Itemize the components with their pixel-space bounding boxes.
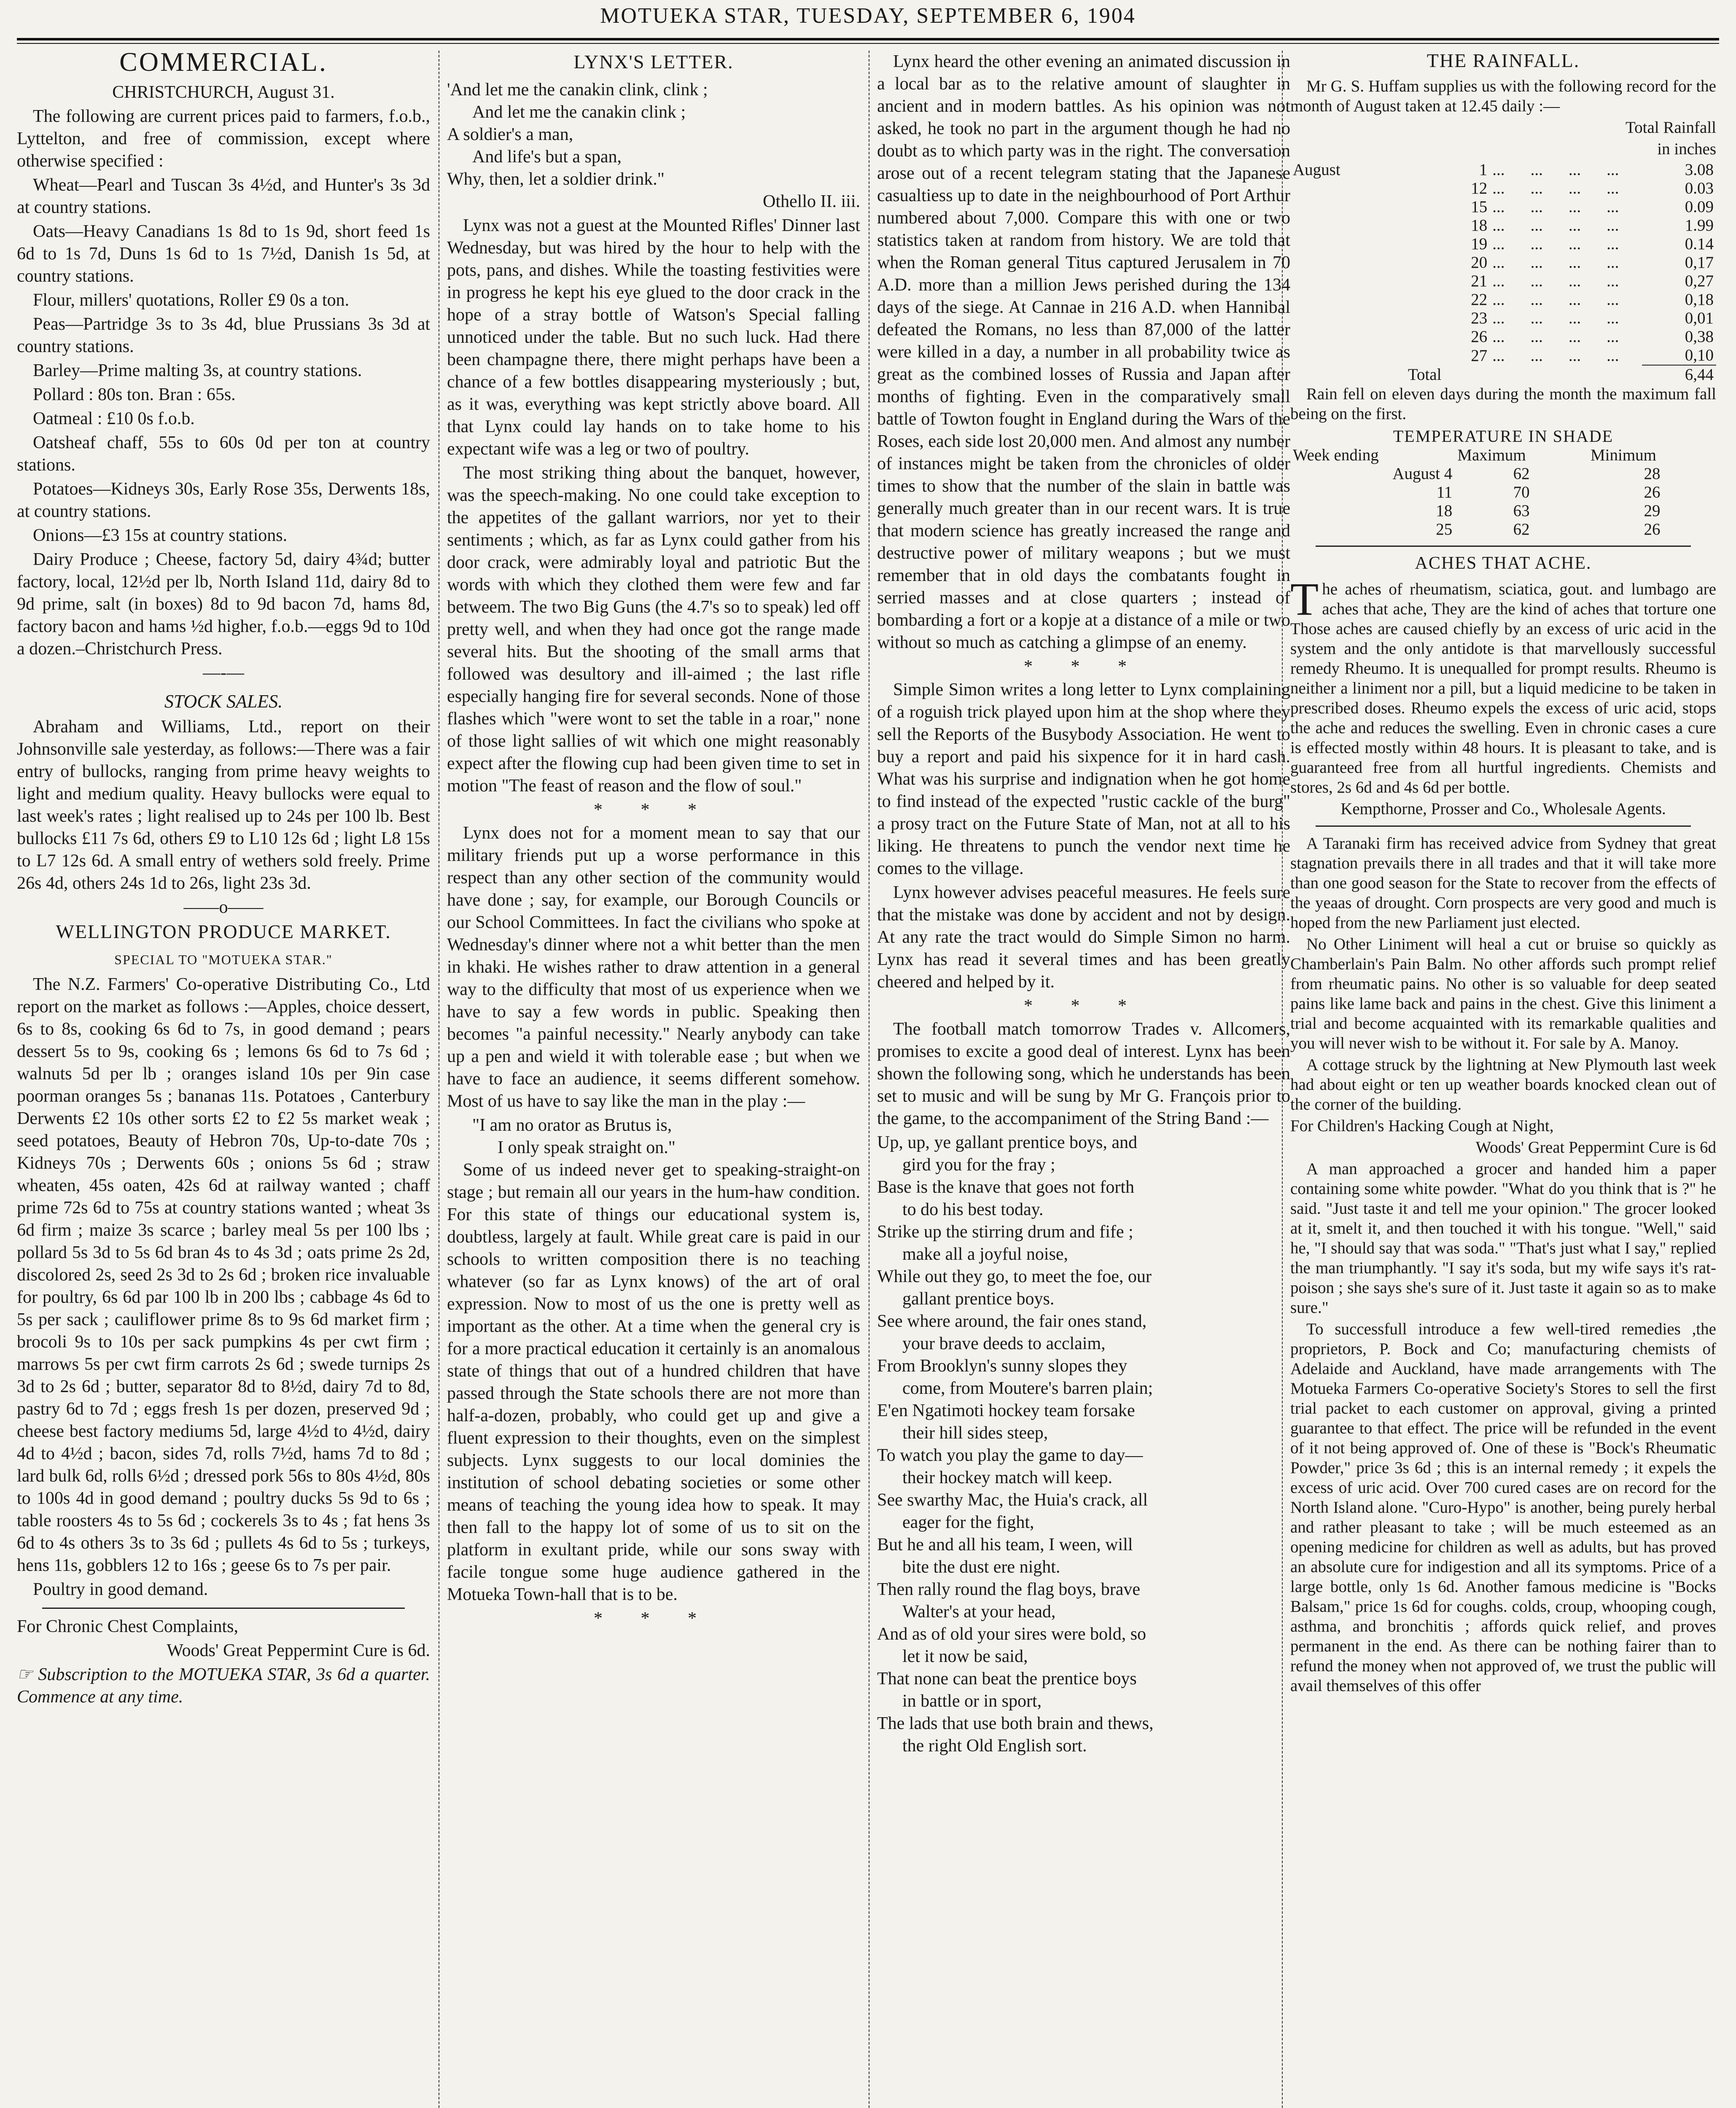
paragraph: Poultry in good demand. bbox=[33, 1580, 208, 1599]
rainfall-table bbox=[1290, 161, 1716, 384]
paragraph: Lynx was not a guest at the Mounted Rifles' Dinner last Wednesday, but was hired by the hour to help with the pots, pans, and dishes. While the toasting festivities were in progress he kept his eye glued to the door crack in the hope of a stray bottle of Watson's Special falling unnoticed under the table. But no such luck. Had there been champagne there, there might perhaps have been a chance of a few bottles disappearing mysteriously ; but, as it was, everything was kept strictly above board. All that Lynx could lay hands on to take home to his expectant wife was a leg or two of poultry. bbox=[447, 216, 860, 459]
aches-signature: Kempthorne, Prosser and Co., Wholesale Agents. bbox=[1340, 800, 1666, 818]
aches-text: he aches of rheumatism, sciatica, gout. and lumbago are aches that ache, They are the kind of aches that torture one Those aches are caused chiefly by an excess of uric acid in the system and the only antidote is that marvellously successful remedy Rheumo. It is unequalled for prompt results. Rheumo is neither a liniment nor a pill, but a liquid medicine to be taken in prescribed doses. Rheumo expels the excess of uric acid, stops the ache and reduces the swelling. Even in chronic cases a cure is effected mostly within 48 hours. It is pleasant to take, and is guaranteed free from all hurtful ingredients. Chemists and stores, 2s 6d and 4s 6d per bottle. bbox=[1290, 580, 1716, 796]
temperature-row: August 4 62 28 bbox=[1392, 465, 1661, 483]
paragraph: Barley—Prime malting 3s, at country stations. bbox=[33, 361, 362, 380]
paragraph: Some of us indeed never get to speaking-straight-on stage ; but remain all our years in the hum-haw condition. For this state of things our educational system is, doubtless, largely at fault. While great care is paid in our schools to written composition there is no teaching whatever (so far as Lynx knows) of the art of oral expression. Now to most of us the one is pretty well as important as the other. At a time when the general cry is for a more practical education it certainly is an anomalous state of things that out of a hundred children that have passed through the State schools there are not more than half-a-dozen, probably, who could get up and give a fluent expression to their thoughts, even on the simplest subjects. Lynx suggests to our local dominies the institution of school debating societies or some other means of teaching the young idea how to speak. It may then fall to the happy lot of some of us to sit on the platform in exultant pride, while our sons sway with facile tongue some huge audience gathered in the Motueka Town-hall that is to be. bbox=[447, 1160, 860, 1604]
section-stars: * * * bbox=[594, 1609, 713, 1628]
rainfall-row: August 1 ... ... ... ... 3.08 bbox=[1293, 161, 1714, 179]
aches-advert bbox=[1290, 573, 1716, 797]
paragraph: Lynx however advises peaceful measures. He feels sure that the mistake was done by accident and not by design. At any rate the tract would do Simple Simon no harm. Lynx has read it several times and has been greatly cheered and helped by it. bbox=[877, 883, 1290, 992]
temperature-row: 11 70 26 bbox=[1436, 483, 1661, 501]
song-line: your brave deeds to acclaim, bbox=[902, 1334, 1106, 1353]
dateline: CHRISTCHURCH, August 31. bbox=[112, 83, 335, 102]
song-line: While out they go, to meet the foe, our bbox=[877, 1267, 1152, 1286]
subscription-notice: ☞ Subscription to the MOTUEKA STAR, 3s 6d a quarter. Commence at any time. bbox=[17, 1665, 430, 1707]
song-line: bite the dust ere night. bbox=[902, 1557, 1060, 1577]
news-item: To successfull introduce a few well-tired remedies ,the proprietors, P. Bock and Co; manufacturing chemists of Adelaide and Auckland, have made arrangements with The Motueka Farmers Co-operative Society's Stores to sell the first trial packet to each customer on approval, giving a printed guarantee to that effect. The price will be refunded in the event of it not being approved of. One of these is "Bock's Rheumatic Powder," price 3s 6d ; this is an internal remedy ; it expels the excess of uric acid. Over 700 cured cases are on record for the North Island alone. "Curo-Hypo" is another, being purely herbal and rather pleasant to take ; will be much esteemed as an opening medicine for children as well as adults, but has proved an absolute cure for indigestion and all its symptoms. Price of a large bottle, only 1s 6d. Another famous medicine is "Bocks Balsam," price 1s 6d for coughs. colds, croup, whooping cough, asthma, and bronchitis ; affords quick relief, and proves permanent in the end. As there can be nothing fairer than to refund the money when not approved of, we trust the public will avail themselves of this offer bbox=[1290, 1320, 1716, 1695]
section-title-commercial: COMMERCIAL. bbox=[119, 51, 328, 77]
section-stars: * * * bbox=[1024, 657, 1144, 676]
temperature-row: 18 63 29 bbox=[1436, 502, 1661, 520]
advert-hacking-cough: For Children's Hacking Cough at Night, bbox=[1290, 1117, 1554, 1135]
paragraph: Lynx heard the other evening an animated discussion in a local bar as to the relative amount of slaughter in ancient and in modern battles. As his opinion was not asked, he took no part in the argument though he had no doubt as to which party was in the right. The conversation arose out of a recent telegram stating that the Japanese casualtiess up to date in the neighbourhood of Port Arthur numbered about 7,000. Compare this with one or two statistics taken at random from history. We are told that when the Roman general Titus captured Jerusalem in 70 A.D. more than a million Jews perished during the 134 days of the siege. At Cannae in 216 A.D. when Hannibal defeated the Romans, no less than 87,000 of the latter were killed in a day, a number in all probability twice as great as the combined losses of Russia and Japan after months of fighting. Even in the comparatively small battle of Towton fought in England during the Wars of the Roses, each side lost 20,000 men. And almost any number of instances might be taken from the chronicles of older times to show that the number of the slain in battle was generally much greater than in our recent wars. It is true that modern science has greatly increased the range and destructive power of military weapons ; but we must remember that in old days the combatants fought in serried masses and at close quarters ; instead of bombarding a fort or a kopje at a distance of a mile or two without so much as catching a glimpse of an enemy. bbox=[877, 52, 1290, 652]
song-line: Base is the knave that goes not forth bbox=[877, 1178, 1135, 1197]
news-item: A cottage struck by the lightning at New Plymouth last week had about eight or ten up weather boards knocked clean out of the corner of the building. bbox=[1290, 1056, 1716, 1113]
rainfall-row: 18 ... ... ... ... 1.99 bbox=[1471, 216, 1714, 234]
verse-line: And let me the canakin clink ; bbox=[472, 102, 686, 122]
rainfall-total-row: Total 6,44 bbox=[1290, 365, 1716, 384]
paragraph: Oatsheaf chaff, 55s to 60s 0d per ton at country stations. bbox=[17, 433, 430, 475]
rainfall-row: 20 ... ... ... ... 0,17 bbox=[1471, 253, 1714, 272]
drop-cap: T bbox=[1290, 573, 1319, 625]
rainfall-row: 19 ... ... ... ... 0.14 bbox=[1471, 235, 1714, 253]
paragraph: Oatmeal : £10 0s f.o.b. bbox=[33, 409, 195, 428]
football-song bbox=[877, 1132, 1290, 1757]
news-item: A Taranaki firm has received advice from Sydney that great stagnation prevails there in all trades and that it will take more than one good season for the State to recover from the effects of the yeaas of drought. Corn prospects are very good and much is hoped from the new Parliament just elected. bbox=[1290, 834, 1716, 932]
section-title-stock-sales: STOCK SALES. bbox=[164, 691, 283, 712]
rainfall-header: Total Rainfall bbox=[1626, 118, 1716, 137]
quote-line: "I am no orator as Brutus is, bbox=[472, 1116, 672, 1135]
song-line: their hill sides steep, bbox=[902, 1423, 1048, 1443]
separator-rule bbox=[1316, 825, 1691, 827]
rainfall-row: 22 ... ... ... ... 0,18 bbox=[1471, 290, 1714, 309]
section-title-rainfall: THE RAINFALL. bbox=[1426, 51, 1580, 71]
paragraph: Lynx does not for a moment mean to say that our military friends put up a worse performance in this respect than any other section of the community would have done ; say, for example, our Borough Councils or our School Committees. In fact the civilians who spoke at Wednesday's dinner where not a whit better than the men in khaki. He wishes rather to draw attention in a general way to the difficulty that most of us experience when we have to say a few words in public. Speaking then becomes "a painful necessity." Nearly anybody can take up a pen and wield it with tolerable ease ; but when we have to face an audience, it seems different somehow. Most of us have to say like the man in the play :— bbox=[447, 823, 860, 1111]
rainfall-row: 21 ... ... ... ... 0,27 bbox=[1471, 272, 1714, 290]
song-line: Up, up, ye gallant prentice boys, and bbox=[877, 1133, 1137, 1152]
verse-line: A soldier's a man, bbox=[447, 125, 573, 144]
song-line: in battle or in sport, bbox=[902, 1691, 1042, 1711]
wellington-produce-report: The N.Z. Farmers' Co-operative Distributing Co., Ltd report on the market as follows :—Apples, choice dessert, 6s to 8s, cooking 6s 6d to 7s, in good demand ; pears dessert 5s to 9s, cooking 6s ; lemons 6s 6d to 7s 6d ; walnuts 5d per lb ; oranges island 10s per 9in case poorman oranges 5s ; bananas 11s. Potatoes , Canterbury Derwents £2 10s other sorts £2 to £2 5s market weak ; seed potatoes, Beauty of Hebron 70s, Up-to-date 70s ; Kidneys 70s ; Derwents 60s ; onions 5s 6d ; straw wheaten, 45s oaten, 42s 6d at railway wanted ; chaff prime 72s 6d to 75s at country stations wanted ; wheat 3s 6d firm ; maize 3s scarce ; barley meal 5s per 100 lbs ; pollard 5s 3d to 5s 6d bran 4s to 4s 3d ; oats prime 2s 2d, discolored 2s, seed 2s 3d to 2s 6d ; broken rice invaluable for poultry, 6s 6d par 100 lb in 200 lbs ; cabbage 4s 6d to 5s per sack ; cauliflower prime 8s to 9s 6d market firm ; brocoli 9s to 10s per sack pumpkins 4s per cwt firm ; marrows 5s per cwt firm carrots 2s 6d ; swede turnips 2s 3d to 2s 6d ; butter, separator 8d to 8½d, dairy 7d to 8d, pastry 6d to 7d ; eggs fresh 1s per dozen, preserved 9d ; cheese best factory mediums 5d, large 4½d to 4½d, dairy 4d to 4½d ; bacon, sides 7d, rolls 7½d, hams 7d to 8d ; lard bulk 6d, rolls 6½d ; dressed pork 56s to 80s 4½d, 80s to 100s 4d in good demand ; poultry ducks 5s 9d to 6s ; table roosters 4s to 5s 6d ; cockerels 3s to 4s ; fat hens 3s 6d to 4s others 3s to 3s 6d ; pullets 4s 6d to 5s ; turkeys, hens 11s, gobblers 12 to 16s ; geese 6s to 7s per pair. bbox=[17, 975, 430, 1575]
paragraph: The most striking thing about the banquet, however, was the speech-making. No one could take exception to the appetites of the gallant warriors, nor yet to their sentiments ; which, as far as Lynx could gather from his door crack, were admirably loyal and patriotic But the words with which they clothed them were few and far betweem. The two Big Guns (the 4.7's so to speak) led off pretty well, and when they had once got the range made several hits. But the shooting of the small arms that followed was desultory and ill-aimed ; the last rifle especially hanging fire for several seconds. None of those flashes which "were wont to set the table in a roar," none of those light sallies of wit which one might reasonably expect after the flowing cup had been given time to set in motion "The feast of reason and the flow of soul." bbox=[447, 463, 860, 796]
paragraph: Peas—Partridge 3s to 3s 4d, blue Prussians 3s 3d at country stations. bbox=[17, 315, 430, 356]
rainfall-intro: Mr G. S. Huffam supplies us with the following record for the month of August taken at 12.45 daily :— bbox=[1290, 77, 1716, 115]
song-line: That none can beat the prentice boys bbox=[877, 1669, 1137, 1689]
divider-dash: ——o—— bbox=[183, 898, 264, 917]
paragraph: The football match tomorrow Trades v. Allcomers, promises to excite a good deal of interest. Lynx has been shown the following song, which he understands has been set to music and will be sung by Mr G. François prior to the game, to the accompaniment of the String Band :— bbox=[877, 1019, 1290, 1128]
verse-attribution: Othello II. iii. bbox=[763, 192, 860, 211]
column-commercial bbox=[17, 51, 430, 2108]
song-line: come, from Moutere's barren plain; bbox=[902, 1379, 1153, 1398]
song-line: To watch you play the game to day— bbox=[877, 1446, 1143, 1465]
special-note: SPECIAL TO "MOTUEKA STAR." bbox=[114, 952, 333, 967]
verse-line: 'And let me the canakin clink, clink ; bbox=[447, 80, 708, 99]
column-lynx-letter bbox=[447, 51, 860, 2108]
section-title-lynx-letter: LYNX'S LETTER. bbox=[573, 51, 734, 73]
section-stars: * * * bbox=[1024, 996, 1144, 1016]
rainfall-row: 23 ... ... ... ... 0,01 bbox=[1471, 309, 1714, 327]
masthead-rule-thin bbox=[17, 43, 1719, 44]
separator-rule bbox=[1316, 546, 1691, 547]
song-line: their hockey match will keep. bbox=[902, 1468, 1112, 1487]
temperature-row: 25 62 26 bbox=[1436, 520, 1661, 538]
song-line: And as of old your sires were bold, so bbox=[877, 1624, 1147, 1644]
song-line: let it now be said, bbox=[902, 1647, 1028, 1666]
song-line: Then rally round the flag boys, brave bbox=[877, 1580, 1140, 1599]
divider-dash: —-— bbox=[203, 663, 244, 683]
advert-chronic-chest: For Chronic Chest Complaints, bbox=[17, 1617, 238, 1636]
column-lynx-continued bbox=[877, 51, 1290, 2108]
verse-line: And life's but a span, bbox=[472, 147, 622, 167]
paragraph: Dairy Produce ; Cheese, factory 5d, dairy 4¾d; butter factory, local, 12½d per lb, North Island 11d, dairy 8d to 9d prime, salt (in boxes) 8d to 9d bacon 7d, hams 8d, factory bacon and hams ½d higher, f.o.b.—eggs 9d to 10d a dozen.–Christchurch Press. bbox=[17, 550, 430, 659]
song-line: See swarthy Mac, the Huia's crack, all bbox=[877, 1490, 1148, 1510]
paragraph: Potatoes—Kidneys 30s, Early Rose 35s, Derwents 18s, at country stations. bbox=[17, 479, 430, 521]
paragraph: Simple Simon writes a long letter to Lynx complaining of a roguish trick played upon him at the shop where they sell the Reports of the Busybody Association. He went to buy a report and paid his sixpence for it in hard cash. What was his surprise and indignation when he got home to find instead of the expected "rustic cackle of the burg" a prosy tract on the Future State of Man, not at all to his liking. He threatens to punch the vendor next time he comes to the village. bbox=[877, 680, 1290, 878]
paragraph: Wheat—Pearl and Tuscan 3s 4½d, and Hunter's 3s 3d at country stations. bbox=[17, 175, 430, 217]
song-line: eager for the fight, bbox=[902, 1513, 1034, 1532]
stock-sales-report: Abraham and Williams, Ltd., report on their Johnsonville sale yesterday, as follows:—There was a fair entry of bullocks, ranging from prime heavy weights to light and medium quality. Heavy bullocks were equal to last week's rates ; light realised up to 24s per 100 lb. Best bullocks £11 7s 6d, others £9 to L10 12s 6d ; light L8 15s to L7 12s 6d. A small entry of wethers sold freely. Prime 26s 4d, others 24s 1d to 26s, light 23s 3d. bbox=[17, 717, 430, 893]
paragraph: Oats—Heavy Canadians 1s 8d to 1s 9d, short feed 1s 6d to 1s 7d, Duns 1s 6d to 1s 7½d, Danish 1s 5d, at country stations. bbox=[17, 222, 430, 286]
temperature-header-row: Week ending Maximum Minimum bbox=[1293, 446, 1656, 464]
song-line: make all a joyful noise, bbox=[902, 1245, 1069, 1264]
paragraph: The following are current prices paid to farmers, f.o.b., Lyttelton, and free of commission, except where otherwise specified : bbox=[17, 107, 430, 171]
song-line: to do his best today. bbox=[902, 1200, 1044, 1219]
masthead-rule bbox=[17, 38, 1719, 40]
advert-peppermint-cure: Woods' Great Peppermint Cure is 6d bbox=[1475, 1138, 1716, 1156]
rainfall-row: 15 ... ... ... ... 0.09 bbox=[1471, 198, 1714, 216]
paragraph: Pollard : 80s ton. Bran : 65s. bbox=[33, 385, 236, 404]
separator-rule bbox=[42, 1608, 405, 1609]
rainfall-row: 27 ... ... ... ... 0,10 bbox=[1471, 346, 1714, 365]
rainfall-note: Rain fell on eleven days during the month the maximum fall being on the first. bbox=[1290, 385, 1716, 423]
rainfall-row: 12 ... ... ... ... 0.03 bbox=[1471, 179, 1714, 197]
paragraph: Flour, millers' quotations, Roller £9 0s a ton. bbox=[33, 290, 350, 310]
song-line: gird you for the fray ; bbox=[902, 1155, 1055, 1175]
song-line: The lads that use both brain and thews, bbox=[877, 1714, 1154, 1733]
section-stars: * * * bbox=[594, 800, 713, 820]
temperature-table bbox=[1290, 446, 1716, 539]
advert-peppermint-cure: Woods' Great Peppermint Cure is 6d. bbox=[167, 1641, 430, 1660]
rainfall-row: 26 ... ... ... ... 0,38 bbox=[1471, 328, 1714, 346]
song-line: From Brooklyn's sunny slopes they bbox=[877, 1356, 1128, 1376]
section-title-aches: ACHES THAT ACHE. bbox=[1415, 554, 1592, 573]
quote-line: I only speak straight on." bbox=[498, 1138, 676, 1157]
news-item: No Other Liniment will heal a cut or bruise so quickly as Chamberlain's Pain Balm. No other affords such prompt relief from rheumatic pains. No other is so valuable for deep seated pains like lame back and pains in the chest. Give this liniment a trial and become acquainted with its remarkable qualities and you will never wish to be without it. For sale by A. Manoy. bbox=[1290, 935, 1716, 1052]
section-title-temperature: TEMPERATURE IN SHADE bbox=[1393, 427, 1614, 446]
song-line: But he and all his team, I ween, will bbox=[877, 1535, 1133, 1554]
song-line: the right Old English sort. bbox=[902, 1736, 1087, 1756]
commercial-prices bbox=[17, 105, 430, 660]
song-line: Strike up the stirring drum and fife ; bbox=[877, 1222, 1133, 1242]
song-line: Walter's at your head, bbox=[902, 1602, 1056, 1621]
news-item: A man approached a grocer and handed him a paper containing some white powder. "What do you think that is ?" he said. "Just taste it and tell me your opinion." The grocer looked at it, smelt it, and then touched it with his tongue. "Well," said he, "I should say that was soda." "That's just what I say," replied the man triumphantly. "I say it's soda, but my wife says it's rat-poison ; she says she's sure of it. Just taste it again so as to make sure." bbox=[1290, 1160, 1716, 1317]
verse-line: Why, then, let a soldier drink." bbox=[447, 169, 665, 189]
masthead: MOTUEKA STAR, TUESDAY, SEPTEMBER 6, 1904 bbox=[600, 4, 1136, 28]
song-line: See where around, the fair ones stand, bbox=[877, 1312, 1147, 1331]
epigraph-verse bbox=[447, 79, 860, 191]
column-rainfall-notices bbox=[1290, 51, 1716, 2108]
paragraph: Onions—£3 15s at country stations. bbox=[33, 526, 288, 545]
section-title-wellington-produce: WELLINGTON PRODUCE MARKET. bbox=[56, 921, 391, 942]
song-line: gallant prentice boys. bbox=[902, 1289, 1055, 1309]
song-line: E'en Ngatimoti hockey team forsake bbox=[877, 1401, 1135, 1420]
rainfall-header-units: in inches bbox=[1657, 140, 1716, 158]
